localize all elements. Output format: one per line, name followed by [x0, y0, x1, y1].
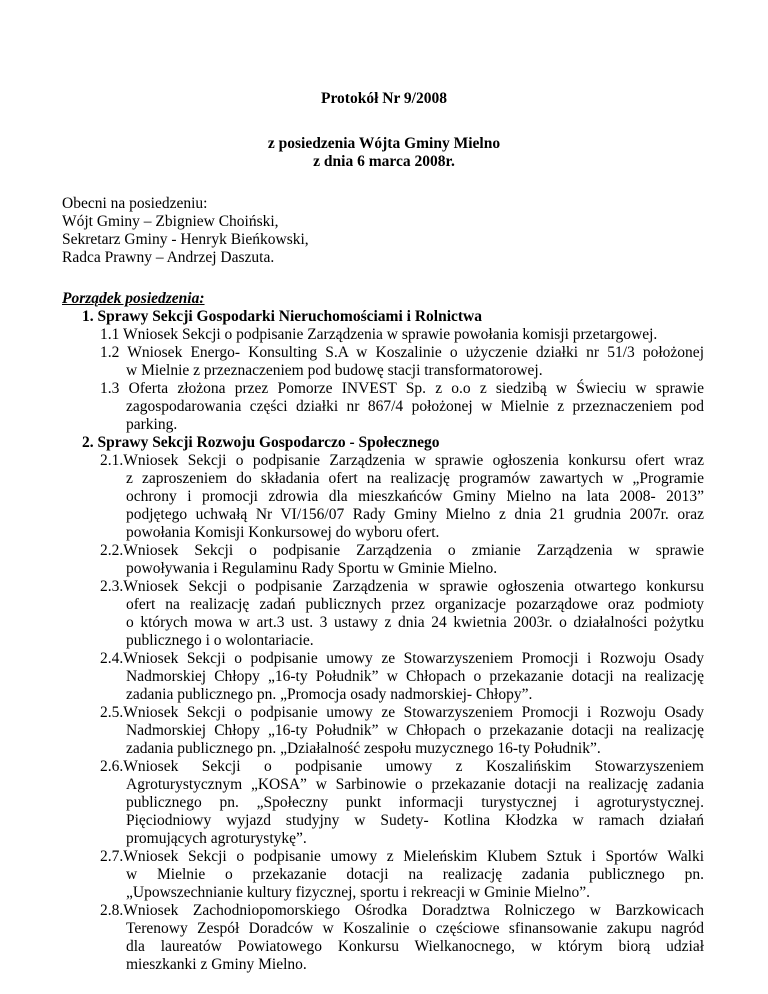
agenda-item-2-6: 2.6.Wniosek Sekcji o podpisanie umowy z Koszalińskim Stowarzyszeniem: [100, 758, 704, 775]
document-title: Protokół Nr 9/2008: [320, 90, 447, 107]
agenda-item-2-5-cont: Nadmorskiej Chłopy „16-ty Południk” w Chłopach o przekazanie dotacji na realizację: [126, 722, 704, 739]
agenda-item-2-4: 2.4.Wniosek Sekcji o podpisanie umowy ze Stowarzyszeniem Promocji i Rozwoju Osady: [100, 650, 704, 667]
agenda-item-1-3: 1.3 Oferta złożona przez Pomorze INVEST Sp. z o.o z siedzibą w Świeciu w sprawie: [100, 380, 704, 397]
agenda-item-2-7: 2.7.Wniosek Sekcji o podpisanie umowy z Mieleńskim Klubem Sztuk i Sportów Walki: [100, 848, 704, 865]
document-subtitle-1: z posiedzenia Wójta Gminy Mielno: [267, 135, 501, 152]
agenda-item-2-1: 2.1.Wniosek Sekcji o podpisanie Zarządzenia w sprawie ogłoszenia konkursu ofert wraz: [100, 452, 704, 469]
document-subtitle-2: z dnia 6 marca 2008r.: [313, 153, 455, 170]
agenda-item-2-7-cont: w Mielnie o przekazanie dotacji na realizację zadania publicznego pn.: [126, 866, 704, 883]
agenda-item-1-3-cont: zagospodarowania części działki nr 867/4 położonej w Mielnie z przeznaczeniem pod: [126, 398, 704, 415]
agenda-item-2-6-cont: publicznego pn. „Społeczny punkt informacji turystycznej i agroturystycznej.: [126, 794, 704, 811]
agenda-item-2-1-cont: ochrony i promocji zdrowia dla mieszkańców Gminy Mielno na lata 2008- 2013”: [126, 488, 704, 505]
agenda-item-1-1: 1.1 Wniosek Sekcji o podpisanie Zarządzenia w sprawie powołania komisji przetargowej.: [100, 326, 658, 343]
attendance-member: Sekretarz Gminy - Henryk Bieńkowski,: [62, 231, 309, 248]
attendance-member: Wójt Gminy – Zbigniew Choiński,: [62, 213, 279, 230]
agenda-item-2-8-cont: dla laureatów Powiatowego Konkursu Wielkanocnego, w którym biorą udział: [126, 938, 704, 955]
agenda-item-2-1-cont: z zaproszeniem do składania ofert na realizację programów zawartych w „Programie: [126, 470, 704, 487]
agenda-item-2-7-cont: „Upowszechnianie kultury fizycznej, sportu i rekreacji w Gminie Mielno”.: [126, 884, 590, 901]
agenda-item-1-3-cont: parking.: [126, 416, 178, 433]
agenda-item-2-5: 2.5.Wniosek Sekcji o podpisanie umowy ze Stowarzyszeniem Promocji i Rozwoju Osady: [100, 704, 704, 721]
agenda-item-2-4-cont: zadania publicznego pn. „Promocja osady nadmorskiej- Chłopy”.: [126, 686, 533, 703]
agenda-item-2-8: 2.8.Wniosek Zachodniopomorskiego Ośrodka Doradztwa Rolniczego w Barzkowicach: [100, 902, 704, 919]
agenda-item-2-1-cont: podjętego uchwałą Nr VI/156/07 Rady Gminy Mielno z dnia 21 grudnia 2007r. oraz: [126, 506, 704, 523]
agenda-item-2-5-cont: zadania publicznego pn. „Działalność zespołu muzycznego 16-ty Południk”.: [126, 740, 601, 757]
attendance-label: Obecni na posiedzeniu:: [62, 195, 208, 212]
agenda-item-2-6-cont: promujących agroturystykę”.: [126, 830, 307, 847]
agenda-item-2-8-cont: mieszkanki z Gminy Mielno.: [126, 956, 307, 973]
agenda-item-2-3-cont: ofert na realizację zadań publicznych przez organizacje pozarządowe oraz podmioty: [126, 596, 704, 613]
agenda-heading: Porządek posiedzenia:: [62, 290, 205, 307]
agenda-item-2-3-cont: o których mowa w art.3 ust. 3 ustawy z dnia 24 kwietnia 2003r. o działalności pożytku: [126, 614, 704, 631]
agenda-item-2-3-cont: publicznego i o wolontariacie.: [126, 632, 314, 649]
agenda-item-2-6-cont: Pięciodniowy wyjazd studyjny w Sudety- Kotlina Kłodzka w ramach działań: [126, 812, 704, 829]
agenda-item-1-2-cont: w Mielnie z przeznaczeniem pod budowę stacji transformatorowej.: [126, 362, 543, 379]
attendance-member: Radca Prawny – Andrzej Daszuta.: [62, 249, 275, 266]
agenda-item-2-3: 2.3.Wniosek Sekcji o podpisanie Zarządzenia w sprawie ogłoszenia otwartego konkursu: [100, 578, 704, 595]
agenda-section-2-title: 2. Sprawy Sekcji Rozwoju Gospodarczo - Społecznego: [82, 434, 440, 451]
agenda-section-1-title: 1. Sprawy Sekcji Gospodarki Nieruchomościami i Rolnictwa: [82, 308, 482, 325]
agenda-item-2-6-cont: Agroturystycznym „KOSA” w Sarbinowie o przekazanie dotacji na realizację zadania: [126, 776, 704, 793]
agenda-item-2-8-cont: Terenowy Zespół Doradców w Koszalinie o częściowe sfinansowanie zakupu nagród: [126, 920, 704, 937]
agenda-item-2-4-cont: Nadmorskiej Chłopy „16-ty Południk” w Chłopach o przekazanie dotacji na realizację: [126, 668, 704, 685]
agenda-item-2-2: 2.2.Wniosek Sekcji o podpisanie Zarządzenia o zmianie Zarządzenia w sprawie: [100, 542, 704, 559]
agenda-item-1-2: 1.2 Wniosek Energo- Konsulting S.A w Koszalinie o użyczenie działki nr 51/3 położonej: [100, 344, 704, 361]
agenda-item-2-1-cont: powołania Komisji Konkursowej do wyboru ofert.: [126, 524, 440, 541]
agenda-item-2-2-cont: powoływania i Regulaminu Rady Sportu w Gminie Mielno.: [126, 560, 498, 577]
